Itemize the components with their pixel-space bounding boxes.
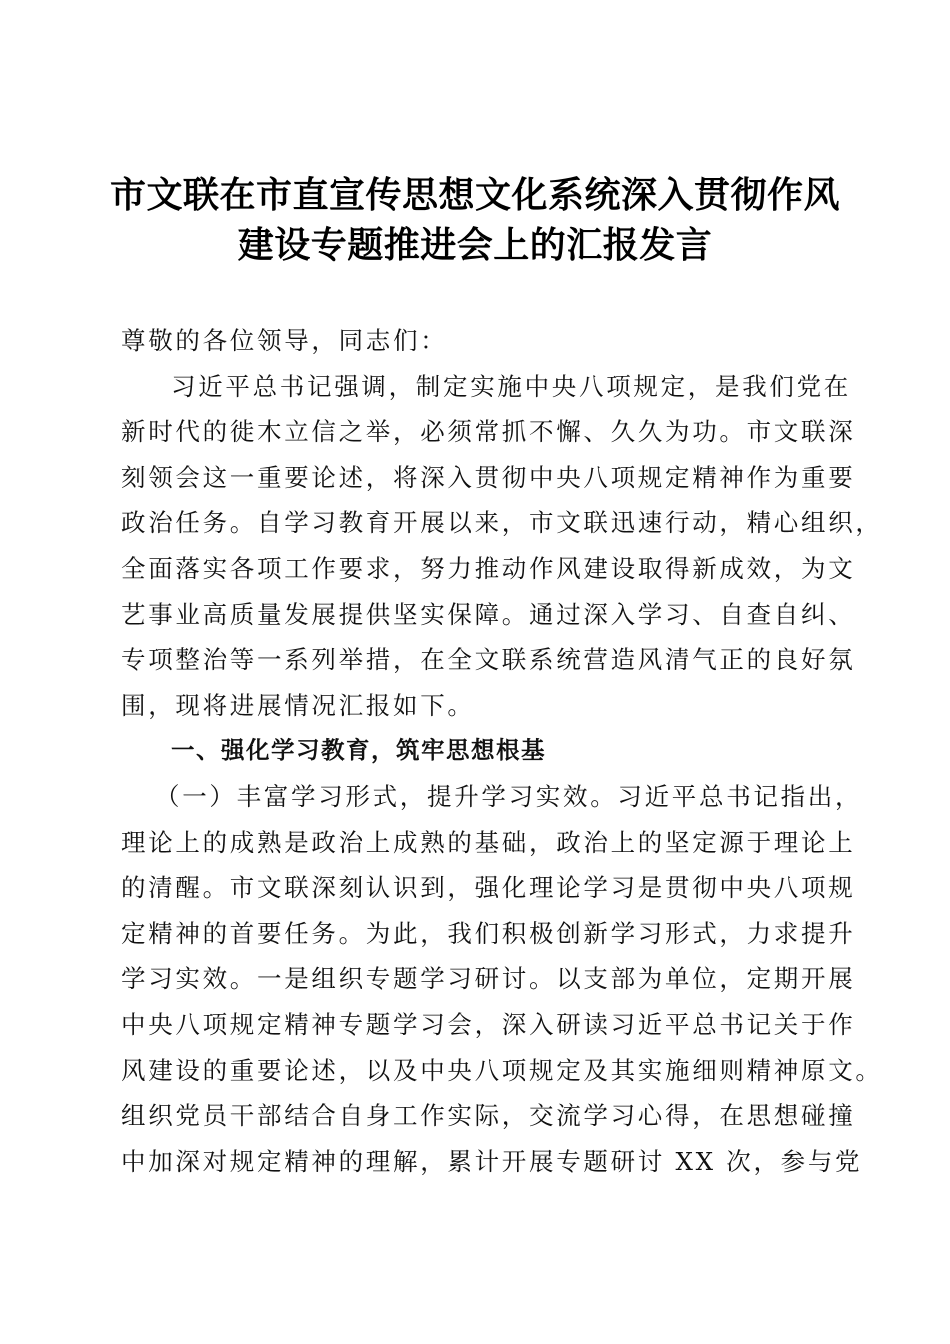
paragraph-line: 习近平总书记强调，制定实施中央八项规定，是我们党在 — [171, 371, 851, 401]
paragraph-line: 新时代的徙木立信之举，必须常抓不懈、久久为功。市文联深 — [121, 417, 856, 447]
paragraph-line: 的清醒。市文联深刻认识到，强化理论学习是贯彻中央八项规 — [121, 873, 856, 903]
paragraph-line: （一）丰富学习形式，提升学习实效。习近平总书记指出， — [155, 781, 863, 811]
section-heading: 一、强化学习教育，筑牢思想根基 — [171, 736, 546, 765]
title-line: 市文联在市直宣传思想文化系统深入贯彻作风 — [110, 174, 841, 216]
paragraph-line: 政治任务。自学习教育开展以来，市文联迅速行动，精心组织， — [121, 508, 883, 538]
paragraph-line: 学习实效。一是组织专题学习研讨。以支部为单位，定期开展 — [121, 964, 856, 994]
paragraph-line: 组织党员干部结合自身工作实际，交流学习心得，在思想碰撞 — [121, 1101, 856, 1131]
paragraph-line: 艺事业高质量发展提供坚实保障。通过深入学习、自查自纠、 — [121, 599, 856, 629]
document-body — [121, 318, 883, 1184]
paragraph-line: 刻领会这一重要论述，将深入贯彻中央八项规定精神作为重要 — [121, 462, 856, 492]
paragraph-line: 理论上的成熟是政治上成熟的基础，政治上的坚定源于理论上 — [121, 827, 856, 857]
paragraph-line: 围，现将进展情况汇报如下。 — [121, 690, 475, 720]
salutation: 尊敬的各位领导，同志们： — [121, 326, 448, 355]
paragraph-line: 中加深对规定精神的理解，累计开展专题研讨 XX 次，参与党 — [121, 1146, 863, 1176]
document-title — [110, 170, 840, 270]
title-line: 建设专题推进会上的汇报发言 — [237, 224, 713, 266]
paragraph-line: 全面落实各项工作要求，努力推动作风建设取得新成效，为文 — [121, 553, 856, 583]
paragraph-line: 风建设的重要论述，以及中央八项规定及其实施细则精神原文。 — [121, 1055, 883, 1085]
paragraph-line: 专项整治等一系列举措，在全文联系统营造风清气正的良好氛 — [121, 645, 856, 675]
paragraph-line: 定精神的首要任务。为此，我们积极创新学习形式，力求提升 — [121, 918, 856, 948]
paragraph-line: 中央八项规定精神专题学习会，深入研读习近平总书记关于作 — [121, 1009, 856, 1039]
